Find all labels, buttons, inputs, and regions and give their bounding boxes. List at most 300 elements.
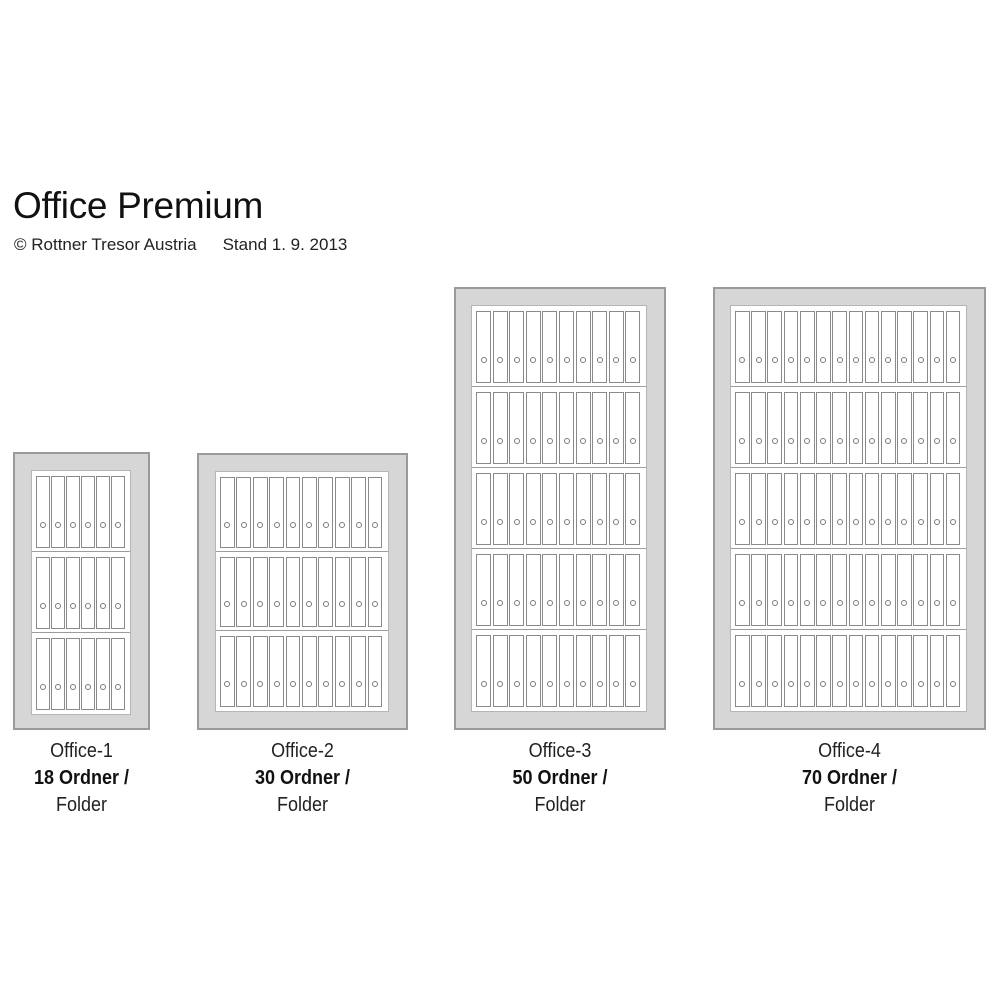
folder-ring-hole bbox=[739, 357, 745, 363]
folder-ring-hole bbox=[241, 522, 247, 528]
folder-ring-hole bbox=[739, 681, 745, 687]
folder bbox=[335, 557, 350, 628]
folder bbox=[592, 635, 607, 707]
folder bbox=[816, 635, 831, 707]
folder bbox=[849, 473, 864, 545]
folder bbox=[36, 476, 50, 548]
folder-ring-hole bbox=[85, 684, 91, 690]
folder-ring-hole bbox=[885, 519, 891, 525]
folder bbox=[592, 311, 607, 383]
folder-ring-hole bbox=[772, 681, 778, 687]
folder bbox=[111, 476, 125, 548]
folder-ring-hole bbox=[274, 522, 280, 528]
folder-ring-hole bbox=[481, 681, 487, 687]
folder-ring-hole bbox=[853, 357, 859, 363]
folder-ring-hole bbox=[804, 438, 810, 444]
folder-ring-hole bbox=[630, 357, 636, 363]
folder-ring-hole bbox=[115, 522, 121, 528]
copyright-text: © Rottner Tresor Austria bbox=[14, 235, 197, 254]
folder bbox=[849, 392, 864, 464]
page-title: Office Premium bbox=[13, 185, 264, 226]
shelf bbox=[216, 631, 388, 711]
folder bbox=[897, 635, 912, 707]
folder-ring-hole bbox=[756, 519, 762, 525]
folder-ring-hole bbox=[481, 357, 487, 363]
folder bbox=[542, 311, 557, 383]
shelf bbox=[32, 471, 130, 552]
shelf bbox=[731, 306, 966, 387]
folder-ring-hole bbox=[934, 600, 940, 606]
folder-ring-hole bbox=[356, 522, 362, 528]
folder-ring-hole bbox=[820, 600, 826, 606]
folder bbox=[220, 636, 235, 707]
folder-ring-hole bbox=[853, 519, 859, 525]
safe-capacity: 30 Ordner / bbox=[254, 767, 351, 789]
folder-ring-hole bbox=[55, 603, 61, 609]
safe-model-name: Office-4 bbox=[818, 740, 881, 762]
folder bbox=[865, 635, 880, 707]
folder-ring-hole bbox=[901, 681, 907, 687]
folder bbox=[476, 392, 491, 464]
folder-ring-hole bbox=[356, 681, 362, 687]
folder-ring-hole bbox=[901, 357, 907, 363]
folder-ring-hole bbox=[306, 522, 312, 528]
folder bbox=[96, 638, 110, 710]
folder-ring-hole bbox=[530, 357, 536, 363]
page-subtitle bbox=[14, 234, 347, 256]
folder bbox=[784, 311, 799, 383]
folder bbox=[66, 476, 80, 548]
folder bbox=[881, 554, 896, 626]
folder-ring-hole bbox=[290, 601, 296, 607]
folder bbox=[576, 392, 591, 464]
safe-interior bbox=[471, 305, 647, 712]
folder-ring-hole bbox=[788, 681, 794, 687]
folder bbox=[913, 392, 928, 464]
folder bbox=[609, 392, 624, 464]
folder bbox=[751, 554, 766, 626]
folder bbox=[751, 473, 766, 545]
folder bbox=[784, 392, 799, 464]
folder bbox=[368, 477, 383, 548]
folder-ring-hole bbox=[497, 600, 503, 606]
folder bbox=[559, 311, 574, 383]
folder-ring-hole bbox=[950, 519, 956, 525]
folder bbox=[609, 311, 624, 383]
folder bbox=[609, 554, 624, 626]
folder bbox=[476, 473, 491, 545]
folder-ring-hole bbox=[241, 601, 247, 607]
folder-ring-hole bbox=[564, 600, 570, 606]
folder bbox=[509, 473, 524, 545]
folder-ring-hole bbox=[772, 600, 778, 606]
folder bbox=[351, 477, 366, 548]
folder-ring-hole bbox=[70, 684, 76, 690]
folder bbox=[625, 311, 640, 383]
folder bbox=[286, 636, 301, 707]
shelf bbox=[472, 630, 646, 711]
folder-ring-hole bbox=[481, 600, 487, 606]
folder bbox=[832, 635, 847, 707]
safe-capacity-unit: Folder bbox=[276, 794, 329, 816]
folder-ring-hole bbox=[497, 519, 503, 525]
folder bbox=[36, 638, 50, 710]
safe-caption bbox=[465, 738, 656, 819]
folder-ring-hole bbox=[788, 357, 794, 363]
stand-date: Stand 1. 9. 2013 bbox=[222, 235, 348, 254]
folder bbox=[735, 635, 750, 707]
folder bbox=[784, 554, 799, 626]
folder-ring-hole bbox=[481, 519, 487, 525]
folder-ring-hole bbox=[950, 600, 956, 606]
folder bbox=[559, 473, 574, 545]
folder bbox=[881, 311, 896, 383]
folder-ring-hole bbox=[869, 519, 875, 525]
folder bbox=[253, 477, 268, 548]
folder-ring-hole bbox=[804, 357, 810, 363]
folder-ring-hole bbox=[804, 519, 810, 525]
folder-ring-hole bbox=[597, 438, 603, 444]
folder bbox=[946, 311, 961, 383]
folder-ring-hole bbox=[837, 681, 843, 687]
safe-caption bbox=[208, 738, 398, 819]
safe-4 bbox=[713, 287, 986, 730]
folder-ring-hole bbox=[885, 438, 891, 444]
folder bbox=[66, 557, 80, 629]
folder bbox=[897, 473, 912, 545]
folder bbox=[865, 392, 880, 464]
folder bbox=[767, 311, 782, 383]
folder-ring-hole bbox=[837, 357, 843, 363]
folder-ring-hole bbox=[918, 519, 924, 525]
folder-ring-hole bbox=[837, 519, 843, 525]
folder bbox=[800, 554, 815, 626]
folder-ring-hole bbox=[630, 600, 636, 606]
folder bbox=[592, 554, 607, 626]
folder bbox=[526, 554, 541, 626]
folder-ring-hole bbox=[597, 681, 603, 687]
folder-ring-hole bbox=[918, 438, 924, 444]
folder bbox=[318, 636, 333, 707]
folder-ring-hole bbox=[547, 600, 553, 606]
folder-ring-hole bbox=[613, 519, 619, 525]
folder bbox=[946, 473, 961, 545]
folder-ring-hole bbox=[85, 603, 91, 609]
folder bbox=[881, 473, 896, 545]
folder bbox=[269, 477, 284, 548]
folder bbox=[897, 311, 912, 383]
folder bbox=[236, 636, 251, 707]
folder bbox=[751, 311, 766, 383]
folder bbox=[751, 392, 766, 464]
folder-ring-hole bbox=[901, 519, 907, 525]
safe-capacity: 50 Ordner / bbox=[512, 767, 608, 789]
safe-capacity: 18 Ordner / bbox=[33, 767, 130, 789]
folder-ring-hole bbox=[100, 684, 106, 690]
folder-ring-hole bbox=[772, 438, 778, 444]
folder bbox=[767, 392, 782, 464]
folder bbox=[302, 636, 317, 707]
folder-ring-hole bbox=[481, 438, 487, 444]
folder-ring-hole bbox=[597, 357, 603, 363]
folder-ring-hole bbox=[224, 681, 230, 687]
folder bbox=[832, 554, 847, 626]
folder bbox=[81, 638, 95, 710]
folder bbox=[351, 557, 366, 628]
folder bbox=[476, 635, 491, 707]
folder-ring-hole bbox=[756, 600, 762, 606]
folder-ring-hole bbox=[918, 357, 924, 363]
folder bbox=[881, 635, 896, 707]
folder-ring-hole bbox=[257, 601, 263, 607]
folder bbox=[800, 311, 815, 383]
folder-ring-hole bbox=[547, 519, 553, 525]
folder bbox=[609, 635, 624, 707]
folder bbox=[625, 554, 640, 626]
folder bbox=[111, 557, 125, 629]
folder bbox=[559, 635, 574, 707]
folder-ring-hole bbox=[40, 522, 46, 528]
folder-ring-hole bbox=[514, 681, 520, 687]
folder-ring-hole bbox=[372, 522, 378, 528]
folder bbox=[559, 554, 574, 626]
folder-ring-hole bbox=[339, 522, 345, 528]
folder-ring-hole bbox=[788, 519, 794, 525]
folder-ring-hole bbox=[564, 681, 570, 687]
folder-ring-hole bbox=[788, 600, 794, 606]
folder bbox=[576, 311, 591, 383]
folder bbox=[816, 473, 831, 545]
folder-ring-hole bbox=[613, 357, 619, 363]
shelf bbox=[472, 549, 646, 630]
folder-ring-hole bbox=[530, 681, 536, 687]
folder bbox=[930, 635, 945, 707]
folder-ring-hole bbox=[224, 601, 230, 607]
folder-ring-hole bbox=[323, 601, 329, 607]
folder-ring-hole bbox=[788, 438, 794, 444]
folder bbox=[800, 392, 815, 464]
folder-ring-hole bbox=[885, 600, 891, 606]
folder bbox=[96, 476, 110, 548]
folder bbox=[220, 477, 235, 548]
folder bbox=[269, 636, 284, 707]
folder-ring-hole bbox=[820, 357, 826, 363]
folder bbox=[286, 557, 301, 628]
folder bbox=[816, 311, 831, 383]
folder-ring-hole bbox=[837, 600, 843, 606]
folder-ring-hole bbox=[547, 681, 553, 687]
folder bbox=[526, 392, 541, 464]
folder-ring-hole bbox=[597, 600, 603, 606]
folder bbox=[51, 638, 65, 710]
safe-model-name: Office-1 bbox=[50, 740, 113, 762]
folder bbox=[302, 557, 317, 628]
folder bbox=[625, 635, 640, 707]
safe-capacity-unit: Folder bbox=[823, 794, 876, 816]
folder-ring-hole bbox=[950, 438, 956, 444]
folder-ring-hole bbox=[885, 357, 891, 363]
folder-ring-hole bbox=[756, 357, 762, 363]
folder-ring-hole bbox=[70, 522, 76, 528]
folder bbox=[800, 635, 815, 707]
folder-ring-hole bbox=[804, 681, 810, 687]
folder-ring-hole bbox=[580, 519, 586, 525]
folder-ring-hole bbox=[820, 438, 826, 444]
folder-ring-hole bbox=[630, 438, 636, 444]
folder bbox=[832, 392, 847, 464]
folder-ring-hole bbox=[739, 438, 745, 444]
folder-ring-hole bbox=[934, 438, 940, 444]
folder-ring-hole bbox=[613, 438, 619, 444]
folder bbox=[946, 635, 961, 707]
folder bbox=[559, 392, 574, 464]
folder-ring-hole bbox=[70, 603, 76, 609]
safe-capacity: 70 Ordner / bbox=[801, 767, 898, 789]
folder bbox=[832, 311, 847, 383]
folder bbox=[625, 473, 640, 545]
folder bbox=[816, 392, 831, 464]
folder-ring-hole bbox=[580, 438, 586, 444]
folder bbox=[526, 311, 541, 383]
shelf bbox=[216, 552, 388, 632]
folder bbox=[493, 473, 508, 545]
folder bbox=[865, 473, 880, 545]
folder bbox=[220, 557, 235, 628]
folder bbox=[800, 473, 815, 545]
folder-ring-hole bbox=[564, 357, 570, 363]
folder bbox=[36, 557, 50, 629]
folder bbox=[784, 473, 799, 545]
folder-ring-hole bbox=[306, 601, 312, 607]
safe-interior bbox=[215, 471, 389, 712]
shelf bbox=[731, 549, 966, 630]
folder-ring-hole bbox=[739, 519, 745, 525]
folder-ring-hole bbox=[530, 438, 536, 444]
shelf bbox=[216, 472, 388, 552]
folder bbox=[849, 554, 864, 626]
folder bbox=[767, 473, 782, 545]
folder bbox=[253, 557, 268, 628]
shelf bbox=[731, 630, 966, 711]
folder-ring-hole bbox=[772, 519, 778, 525]
folder bbox=[930, 392, 945, 464]
folder bbox=[526, 473, 541, 545]
folder-ring-hole bbox=[40, 684, 46, 690]
shelf bbox=[32, 552, 130, 633]
folder-ring-hole bbox=[372, 681, 378, 687]
folder bbox=[865, 554, 880, 626]
folder-ring-hole bbox=[853, 681, 859, 687]
folder-ring-hole bbox=[372, 601, 378, 607]
folder-ring-hole bbox=[323, 681, 329, 687]
folder bbox=[526, 635, 541, 707]
folder bbox=[913, 635, 928, 707]
folder-ring-hole bbox=[934, 357, 940, 363]
safe-3 bbox=[454, 287, 666, 730]
folder bbox=[368, 557, 383, 628]
folder bbox=[318, 557, 333, 628]
folder bbox=[767, 635, 782, 707]
folder bbox=[609, 473, 624, 545]
folder bbox=[849, 635, 864, 707]
folder-ring-hole bbox=[772, 357, 778, 363]
safe-caption bbox=[20, 738, 143, 819]
safe-capacity-unit: Folder bbox=[55, 794, 108, 816]
folder bbox=[493, 392, 508, 464]
folder bbox=[751, 635, 766, 707]
folder-ring-hole bbox=[290, 681, 296, 687]
folder bbox=[111, 638, 125, 710]
folder-ring-hole bbox=[115, 603, 121, 609]
folder bbox=[335, 636, 350, 707]
folder-ring-hole bbox=[514, 600, 520, 606]
shelf bbox=[731, 387, 966, 468]
folder bbox=[509, 635, 524, 707]
folder bbox=[592, 473, 607, 545]
folder bbox=[509, 554, 524, 626]
folder-ring-hole bbox=[869, 600, 875, 606]
folder bbox=[286, 477, 301, 548]
folder-ring-hole bbox=[55, 522, 61, 528]
folder-ring-hole bbox=[514, 438, 520, 444]
folder bbox=[576, 554, 591, 626]
folder bbox=[51, 557, 65, 629]
folder-ring-hole bbox=[564, 438, 570, 444]
folder bbox=[576, 635, 591, 707]
folder-ring-hole bbox=[497, 357, 503, 363]
folder bbox=[865, 311, 880, 383]
folder-ring-hole bbox=[885, 681, 891, 687]
folder bbox=[930, 311, 945, 383]
folder-ring-hole bbox=[115, 684, 121, 690]
folder-ring-hole bbox=[306, 681, 312, 687]
folder-ring-hole bbox=[869, 357, 875, 363]
folder bbox=[236, 477, 251, 548]
folder bbox=[816, 554, 831, 626]
shelf bbox=[32, 633, 130, 714]
folder-ring-hole bbox=[739, 600, 745, 606]
shelf bbox=[472, 468, 646, 549]
folder-ring-hole bbox=[547, 438, 553, 444]
folder bbox=[96, 557, 110, 629]
folder-ring-hole bbox=[55, 684, 61, 690]
shelf bbox=[472, 306, 646, 387]
shelf bbox=[472, 387, 646, 468]
folder-ring-hole bbox=[530, 519, 536, 525]
folder bbox=[625, 392, 640, 464]
folder bbox=[930, 473, 945, 545]
folder-ring-hole bbox=[257, 681, 263, 687]
folder-ring-hole bbox=[564, 519, 570, 525]
folder-ring-hole bbox=[339, 601, 345, 607]
folder-ring-hole bbox=[274, 681, 280, 687]
folder-ring-hole bbox=[580, 600, 586, 606]
folder-ring-hole bbox=[514, 519, 520, 525]
folder bbox=[476, 311, 491, 383]
folder bbox=[849, 311, 864, 383]
folder-ring-hole bbox=[241, 681, 247, 687]
folder-ring-hole bbox=[356, 601, 362, 607]
folder-ring-hole bbox=[580, 357, 586, 363]
folder bbox=[784, 635, 799, 707]
folder bbox=[509, 311, 524, 383]
folder-ring-hole bbox=[613, 600, 619, 606]
folder-ring-hole bbox=[257, 522, 263, 528]
folder bbox=[81, 557, 95, 629]
folder bbox=[236, 557, 251, 628]
folder bbox=[946, 554, 961, 626]
folder bbox=[368, 636, 383, 707]
